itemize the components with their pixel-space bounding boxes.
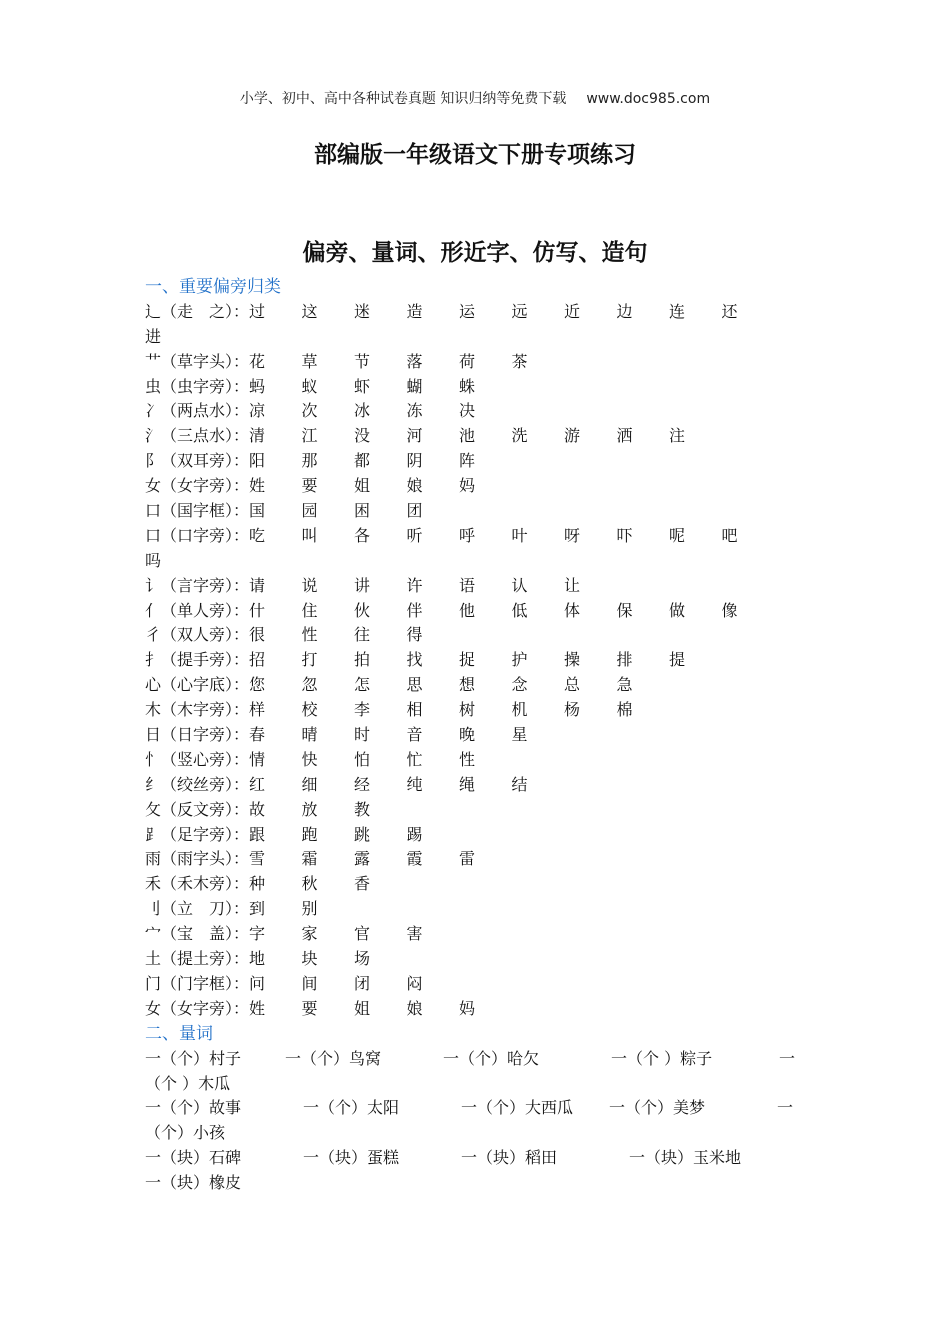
radical-label: （雨字头）： <box>161 849 250 869</box>
example-character: 霞 <box>406 849 423 869</box>
example-character: 决 <box>459 401 476 421</box>
example-character: 吓 <box>616 525 633 545</box>
example-character: 绳 <box>459 774 476 794</box>
radical-row <box>145 350 805 375</box>
example-character: 李 <box>354 700 371 720</box>
example-character: 操 <box>564 650 581 670</box>
example-character: 认 <box>511 575 528 595</box>
example-character: 体 <box>564 600 581 620</box>
example-character: 姐 <box>354 998 371 1018</box>
measure-line-5 <box>145 1146 805 1171</box>
example-character: 花 <box>249 351 266 371</box>
example-character: 近 <box>564 301 581 321</box>
radical-label: （竖心旁）： <box>161 749 250 769</box>
example-character: 凉 <box>249 401 266 421</box>
radical-row <box>145 748 805 773</box>
example-character: 这 <box>301 301 318 321</box>
example-character: 您 <box>249 675 266 695</box>
radical-glyph: 氵 <box>145 426 162 446</box>
example-character: 跑 <box>301 824 318 844</box>
example-character: 荷 <box>459 351 476 371</box>
example-character: 杨 <box>564 700 581 720</box>
example-character: 跟 <box>249 824 266 844</box>
example-character: 放 <box>301 799 318 819</box>
radical-label: （立 刀）： <box>161 899 250 919</box>
example-character: 块 <box>301 949 318 969</box>
radical-label: （提手旁）： <box>161 650 250 670</box>
radical-label: （单人旁）： <box>161 600 250 620</box>
example-character: 样 <box>249 700 266 720</box>
example-character: 呼 <box>459 525 476 545</box>
example-character: 呀 <box>564 525 581 545</box>
example-character: 到 <box>249 899 266 919</box>
example-character: 星 <box>511 725 528 745</box>
radical-label: （足字旁）： <box>161 824 250 844</box>
example-character: 过 <box>249 301 266 321</box>
radical-glyph: 土 <box>145 949 162 969</box>
radical-glyph: 攵 <box>145 799 162 819</box>
example-character: 地 <box>249 949 266 969</box>
radical-row <box>145 897 805 922</box>
example-character: 草 <box>301 351 318 371</box>
example-character: 捉 <box>459 650 476 670</box>
measure-line-3 <box>145 1096 805 1121</box>
radical-row <box>145 847 805 872</box>
example-character: 吃 <box>249 525 266 545</box>
example-character: 往 <box>354 625 371 645</box>
example-character: 相 <box>406 700 423 720</box>
radical-label: （宝 盖）： <box>161 924 250 944</box>
radical-glyph: 门 <box>145 973 162 993</box>
example-character: 注 <box>669 426 686 446</box>
radical-glyph: 宀 <box>145 924 162 944</box>
radical-row <box>145 972 805 997</box>
example-character: 落 <box>406 351 423 371</box>
example-character: 种 <box>249 874 266 894</box>
example-character: 池 <box>459 426 476 446</box>
radical-glyph: 女 <box>145 476 162 496</box>
example-character: 树 <box>459 700 476 720</box>
example-character: 得 <box>406 625 423 645</box>
example-character: 姐 <box>354 476 371 496</box>
example-character: 游 <box>564 426 581 446</box>
example-character: 虾 <box>354 376 371 396</box>
example-character: 娘 <box>406 476 423 496</box>
radical-label: （国字框）： <box>161 501 250 521</box>
measure-line-2: （个 ）木瓜 <box>145 1073 231 1093</box>
example-character: 蛛 <box>459 376 476 396</box>
example-character: 保 <box>616 600 633 620</box>
radical-row <box>145 599 805 624</box>
example-character: 吧 <box>721 525 738 545</box>
example-character: 忙 <box>406 749 423 769</box>
example-character: 闭 <box>354 973 371 993</box>
example-character: 思 <box>406 675 423 695</box>
radical-row <box>145 474 805 499</box>
example-character: 说 <box>301 575 318 595</box>
example-character: 闷 <box>406 973 423 993</box>
example-character: 细 <box>301 774 318 794</box>
radical-row <box>145 424 805 449</box>
example-character: 清 <box>249 426 266 446</box>
radical-glyph: 亻 <box>145 600 162 620</box>
example-character: 许 <box>406 575 423 595</box>
example-character: 阵 <box>459 451 476 471</box>
radical-row <box>145 872 805 897</box>
example-character: 叶 <box>511 525 528 545</box>
radical-glyph: 扌 <box>145 650 162 670</box>
measure-item: 一（个）哈欠 <box>443 1048 540 1068</box>
measure-line-4: （个）小孩 <box>145 1123 226 1143</box>
radical-row <box>145 773 805 798</box>
example-character: 忽 <box>301 675 318 695</box>
document-body <box>145 275 805 1196</box>
header-site: www.doc985.com <box>586 91 711 107</box>
example-character: 呢 <box>669 525 686 545</box>
example-character: 洗 <box>511 426 528 446</box>
example-character: 性 <box>459 749 476 769</box>
example-character: 念 <box>511 675 528 695</box>
example-character: 次 <box>301 401 318 421</box>
radical-row <box>145 698 805 723</box>
radical-label: （禾木旁）： <box>161 874 250 894</box>
radical-label: （言字旁）： <box>161 575 250 595</box>
example-character: 河 <box>406 426 423 446</box>
example-character: 跳 <box>354 824 371 844</box>
radical-label: （女字旁）： <box>161 998 250 1018</box>
measure-item: 一（块）稻田 <box>461 1148 558 1168</box>
example-character: 故 <box>249 799 266 819</box>
document-subtitle: 偏旁、量词、形近字、仿写、造句 <box>302 240 648 266</box>
example-character: 叫 <box>301 525 318 545</box>
example-character: 怕 <box>354 749 371 769</box>
page-header <box>0 88 950 108</box>
example-character: 住 <box>301 600 318 620</box>
radical-row <box>145 673 805 698</box>
example-character: 伴 <box>406 600 423 620</box>
document-title: 部编版一年级语文下册专项练习 <box>314 142 636 168</box>
example-character: 让 <box>564 575 581 595</box>
radical-label: （木字旁）： <box>161 700 250 720</box>
radical-glyph: 辶 <box>145 301 162 321</box>
measure-item: 一（个）美梦 <box>609 1098 706 1118</box>
example-character: 茶 <box>511 351 528 371</box>
radical-label: （两点水）： <box>161 401 250 421</box>
radical-glyph: 虫 <box>145 376 162 396</box>
radical-glyph: 女 <box>145 998 162 1018</box>
radical-label: （女字旁）： <box>161 476 250 496</box>
example-character: 招 <box>249 650 266 670</box>
measure-item: 一（个）鸟窝 <box>285 1048 382 1068</box>
example-character: 连 <box>669 301 686 321</box>
radical-row <box>145 375 805 400</box>
example-character: 快 <box>301 749 318 769</box>
example-character: 做 <box>669 600 686 620</box>
example-character: 霜 <box>301 849 318 869</box>
radical-row <box>145 574 805 599</box>
example-character: 园 <box>301 501 318 521</box>
example-character: 运 <box>459 301 476 321</box>
radical-row <box>145 623 805 648</box>
example-character: 造 <box>406 301 423 321</box>
example-character: 打 <box>301 650 318 670</box>
example-character: 家 <box>301 924 318 944</box>
radical-glyph: 艹 <box>145 351 162 371</box>
example-character: 江 <box>301 426 318 446</box>
example-character: 蚁 <box>301 376 318 396</box>
radical-glyph: ⻊ <box>145 824 162 844</box>
example-character: 香 <box>354 874 371 894</box>
radical-glyph: 心 <box>145 675 162 695</box>
measure-item: 一（个 ）粽子 <box>611 1048 713 1068</box>
radical-row <box>145 449 805 474</box>
example-character: 红 <box>249 774 266 794</box>
example-character: 请 <box>249 575 266 595</box>
radical-glyph: 讠 <box>145 575 162 595</box>
example-character: 迷 <box>354 301 371 321</box>
radical-row <box>145 723 805 748</box>
example-character: 妈 <box>459 476 476 496</box>
radical-glyph: 纟 <box>145 774 162 794</box>
example-character: 什 <box>249 600 266 620</box>
example-character: 讲 <box>354 575 371 595</box>
example-character: 雷 <box>459 849 476 869</box>
radical-row <box>145 524 805 549</box>
radical-label: （口字旁）： <box>161 525 250 545</box>
wrapped-character: 吗 <box>145 550 162 570</box>
radical-label: （心字底）： <box>161 675 250 695</box>
example-character: 像 <box>721 600 738 620</box>
example-character: 间 <box>301 973 318 993</box>
example-character: 急 <box>616 675 633 695</box>
measure-item: 一 <box>777 1098 794 1118</box>
radical-glyph: 阝 <box>145 451 162 471</box>
example-character: 排 <box>616 650 633 670</box>
example-character: 要 <box>301 998 318 1018</box>
example-character: 困 <box>354 501 371 521</box>
radical-glyph: 木 <box>145 700 162 720</box>
radical-row <box>145 399 805 424</box>
example-character: 想 <box>459 675 476 695</box>
measure-item: 一（个）故事 <box>145 1098 242 1118</box>
example-character: 蚂 <box>249 376 266 396</box>
radical-row <box>145 798 805 823</box>
example-character: 问 <box>249 973 266 993</box>
example-character: 提 <box>669 650 686 670</box>
section-heading-radicals: 一、重要偏旁归类 <box>145 277 281 297</box>
example-character: 都 <box>354 451 371 471</box>
radical-label: （走 之）： <box>161 301 250 321</box>
example-character: 别 <box>301 899 318 919</box>
example-character: 姓 <box>249 998 266 1018</box>
example-character: 时 <box>354 725 371 745</box>
radical-label: （双人旁）： <box>161 625 250 645</box>
example-character: 晴 <box>301 725 318 745</box>
measure-item: 一（块）石碑 <box>145 1148 242 1168</box>
example-character: 怎 <box>354 675 371 695</box>
example-character: 冻 <box>406 401 423 421</box>
example-character: 团 <box>406 501 423 521</box>
example-character: 蝴 <box>406 376 423 396</box>
example-character: 妈 <box>459 998 476 1018</box>
radical-glyph: 刂 <box>145 899 162 919</box>
measure-line-6: 一（块）橡皮 <box>145 1173 242 1193</box>
radical-glyph: 禾 <box>145 874 162 894</box>
example-character: 性 <box>301 625 318 645</box>
example-character: 语 <box>459 575 476 595</box>
radical-row <box>145 823 805 848</box>
radical-label: （日字旁）： <box>161 725 250 745</box>
example-character: 伙 <box>354 600 371 620</box>
radical-label: （双耳旁）： <box>161 451 250 471</box>
example-character: 官 <box>354 924 371 944</box>
radical-glyph: 冫 <box>145 401 162 421</box>
example-character: 害 <box>406 924 423 944</box>
example-character: 冰 <box>354 401 371 421</box>
example-character: 边 <box>616 301 633 321</box>
measure-item: 一（块）蛋糕 <box>303 1148 400 1168</box>
example-character: 场 <box>354 949 371 969</box>
radical-list <box>145 300 805 1022</box>
wrapped-character: 进 <box>145 326 162 346</box>
measure-item: 一 <box>779 1048 796 1068</box>
radical-row <box>145 648 805 673</box>
example-character: 阴 <box>406 451 423 471</box>
example-character: 棉 <box>616 700 633 720</box>
example-character: 总 <box>564 675 581 695</box>
example-character: 听 <box>406 525 423 545</box>
example-character: 秋 <box>301 874 318 894</box>
measure-line-1 <box>145 1047 805 1072</box>
example-character: 护 <box>511 650 528 670</box>
radical-glyph: 日 <box>145 725 162 745</box>
example-character: 远 <box>511 301 528 321</box>
radical-glyph: 忄 <box>145 749 162 769</box>
example-character: 机 <box>511 700 528 720</box>
example-character: 要 <box>301 476 318 496</box>
radical-label: （反文旁）： <box>161 799 250 819</box>
example-character: 踢 <box>406 824 423 844</box>
radical-glyph: 彳 <box>145 625 162 645</box>
example-character: 露 <box>354 849 371 869</box>
section-heading-measure-words: 二、量词 <box>145 1023 213 1044</box>
example-character: 低 <box>511 600 528 620</box>
example-character: 没 <box>354 426 371 446</box>
example-character: 阳 <box>249 451 266 471</box>
example-character: 姓 <box>249 476 266 496</box>
example-character: 很 <box>249 625 266 645</box>
example-character: 校 <box>301 700 318 720</box>
example-character: 经 <box>354 774 371 794</box>
example-character: 音 <box>406 725 423 745</box>
example-character: 还 <box>721 301 738 321</box>
radical-label: （门字框）： <box>161 973 250 993</box>
measure-item: 一（块）玉米地 <box>629 1148 742 1168</box>
example-character: 晚 <box>459 725 476 745</box>
example-character: 洒 <box>616 426 633 446</box>
radical-glyph: 口 <box>145 501 162 521</box>
radical-row <box>145 922 805 947</box>
example-character: 教 <box>354 799 371 819</box>
radical-glyph: 雨 <box>145 849 162 869</box>
example-character: 情 <box>249 749 266 769</box>
example-character: 结 <box>511 774 528 794</box>
example-character: 雪 <box>249 849 266 869</box>
example-character: 节 <box>354 351 371 371</box>
radical-row <box>145 947 805 972</box>
radical-glyph: 口 <box>145 525 162 545</box>
radical-label: （提土旁）： <box>161 949 250 969</box>
measure-item: 一（个）大西瓜 <box>461 1098 574 1118</box>
measure-item: 一（个）村子 <box>145 1048 242 1068</box>
radical-row <box>145 300 805 325</box>
radical-row <box>145 997 805 1022</box>
example-character: 找 <box>406 650 423 670</box>
example-character: 字 <box>249 924 266 944</box>
radical-label: （三点水）： <box>161 426 250 446</box>
radical-label: （虫字旁）： <box>161 376 250 396</box>
header-text: 小学、初中、高中各种试卷真题 知识归纳等免费下载 <box>239 91 567 107</box>
example-character: 春 <box>249 725 266 745</box>
example-character: 那 <box>301 451 318 471</box>
measure-item: 一（个）太阳 <box>303 1098 400 1118</box>
radical-label: （绞丝旁）： <box>161 774 250 794</box>
radical-label: （草字头）： <box>161 351 250 371</box>
example-character: 各 <box>354 525 371 545</box>
example-character: 拍 <box>354 650 371 670</box>
radical-row <box>145 499 805 524</box>
example-character: 国 <box>249 501 266 521</box>
example-character: 纯 <box>406 774 423 794</box>
example-character: 他 <box>459 600 476 620</box>
example-character: 娘 <box>406 998 423 1018</box>
